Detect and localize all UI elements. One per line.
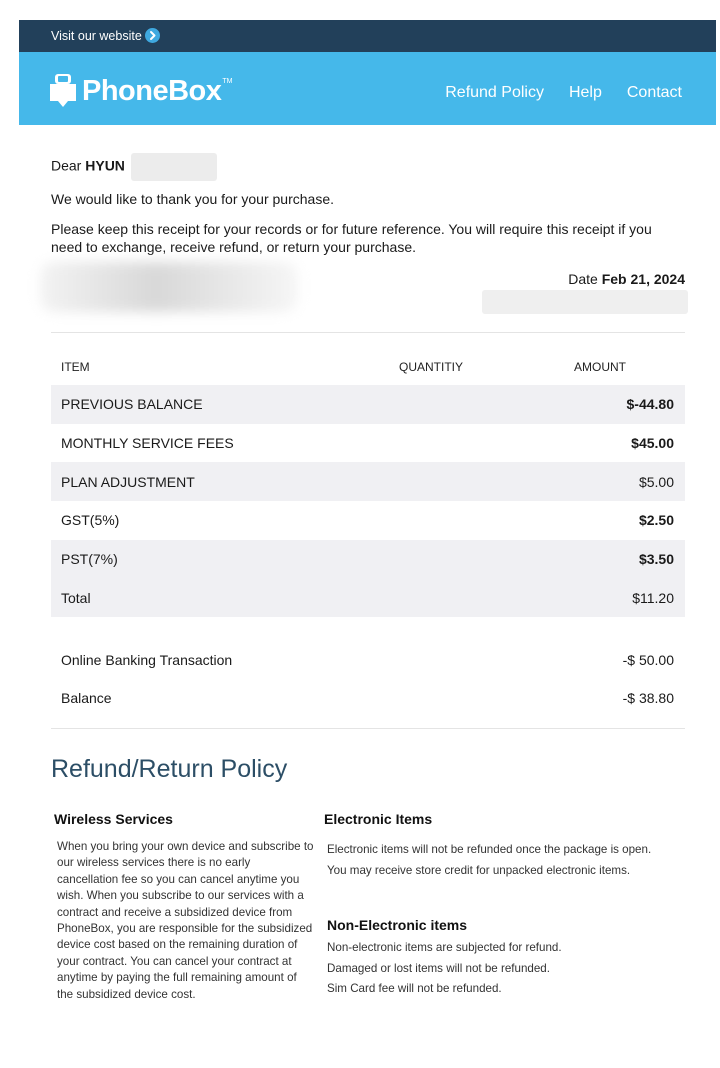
- table-row: [51, 540, 685, 579]
- row-amount: $3.50: [638, 551, 674, 568]
- row-item: GST(5%): [61, 512, 120, 529]
- intro-section: [51, 153, 681, 256]
- row-amount: $2.50: [638, 512, 674, 529]
- items-policy-section: [324, 811, 694, 1000]
- wireless-services-title: Wireless Services: [54, 811, 173, 827]
- row-item: Total: [61, 589, 91, 606]
- thanks-message: We would like to thank you for your purchase.: [51, 191, 335, 207]
- header-bar: [19, 52, 716, 125]
- non-electronic-items-title: Non-Electronic items: [327, 917, 468, 933]
- payment-row: [51, 641, 685, 679]
- divider: [51, 332, 685, 333]
- logo-trademark: TM: [222, 77, 233, 85]
- keep-receipt-message: Please keep this receipt for your records or for future reference. You will require this receipt if you need to exchange, receive refund, or return your purchase.: [51, 221, 652, 255]
- redacted-reference: [482, 290, 688, 314]
- electronic-items-line: You may receive store credit for unpacked electronic items.: [327, 863, 631, 877]
- header-quantity: QUANTITIY: [399, 360, 464, 374]
- balance-amount: -$ 38.80: [622, 690, 674, 706]
- receipt-date: [568, 271, 685, 287]
- greeting-prefix: Dear: [51, 157, 82, 174]
- redacted-last-name: [131, 153, 217, 181]
- main-nav: [445, 84, 682, 102]
- items-table: [51, 349, 685, 617]
- electronic-items-line: Electronic items will not be refunded once the package is open.: [327, 843, 652, 856]
- chevron-right-icon: [145, 28, 160, 43]
- row-amount: $-44.80: [626, 396, 674, 413]
- non-electronic-line: Damaged or lost items will not be refunded.: [327, 961, 550, 975]
- customer-first-name: HYUN: [85, 157, 125, 174]
- date-value: Feb 21, 2024: [601, 271, 685, 287]
- row-item: PLAN ADJUSTMENT: [61, 473, 195, 490]
- row-item: MONTHLY SERVICE FEES: [61, 435, 234, 452]
- logo-text: PhoneBox: [82, 74, 222, 107]
- visit-website-link[interactable]: [51, 28, 160, 43]
- greeting: [51, 153, 681, 181]
- wireless-services-section: [54, 811, 314, 1003]
- balance-row: [51, 679, 685, 717]
- table-row: [51, 462, 685, 501]
- nav-contact[interactable]: Contact: [626, 84, 682, 101]
- electronic-items-title: Electronic Items: [324, 811, 433, 827]
- row-item: PREVIOUS BALANCE: [61, 396, 203, 413]
- wireless-services-text: When you bring your own device and subscribe to our wireless services there is no early cancellation fee so you can cancel anytime you wish. When you subscribe to our services with a contract and receive a subsidized device from PhoneBox, you are responsible for the subsidized device cost based on the remaining duration of your contract. You can cancel your contract at anytime by paying the full remaining amount of the subsidized device cost.: [57, 840, 314, 1001]
- row-amount: $5.00: [638, 473, 674, 490]
- date-label: Date: [568, 271, 598, 287]
- redacted-customer-info: [40, 262, 298, 312]
- payment-label: Online Banking Transaction: [61, 652, 233, 668]
- nav-refund-policy[interactable]: Refund Policy: [445, 84, 544, 101]
- divider: [51, 728, 685, 729]
- phonebox-logo[interactable]: [50, 74, 233, 108]
- visit-website-label: Visit our website: [51, 28, 142, 43]
- row-amount: $11.20: [632, 589, 674, 606]
- table-row: [51, 424, 685, 463]
- nav-help[interactable]: Help: [568, 84, 602, 101]
- header-amount: AMOUNT: [574, 360, 626, 374]
- table-row-total: [51, 578, 685, 617]
- balance-label: Balance: [61, 690, 112, 706]
- non-electronic-line: Non-electronic items are subjected for refund.: [327, 941, 562, 954]
- payment-amount: -$ 50.00: [622, 652, 674, 668]
- table-header: [51, 349, 685, 385]
- top-bar: [19, 20, 716, 52]
- row-item: PST(7%): [61, 551, 118, 568]
- table-row: [51, 385, 685, 424]
- non-electronic-section: [324, 917, 694, 1000]
- table-row: [51, 501, 685, 540]
- policy-title: Refund/Return Policy: [51, 755, 288, 783]
- phone-box-icon: [50, 74, 76, 108]
- row-amount: $45.00: [631, 435, 674, 452]
- non-electronic-line: Sim Card fee will not be refunded.: [327, 982, 502, 995]
- header-item: ITEM: [61, 360, 90, 374]
- payments-section: [51, 641, 685, 717]
